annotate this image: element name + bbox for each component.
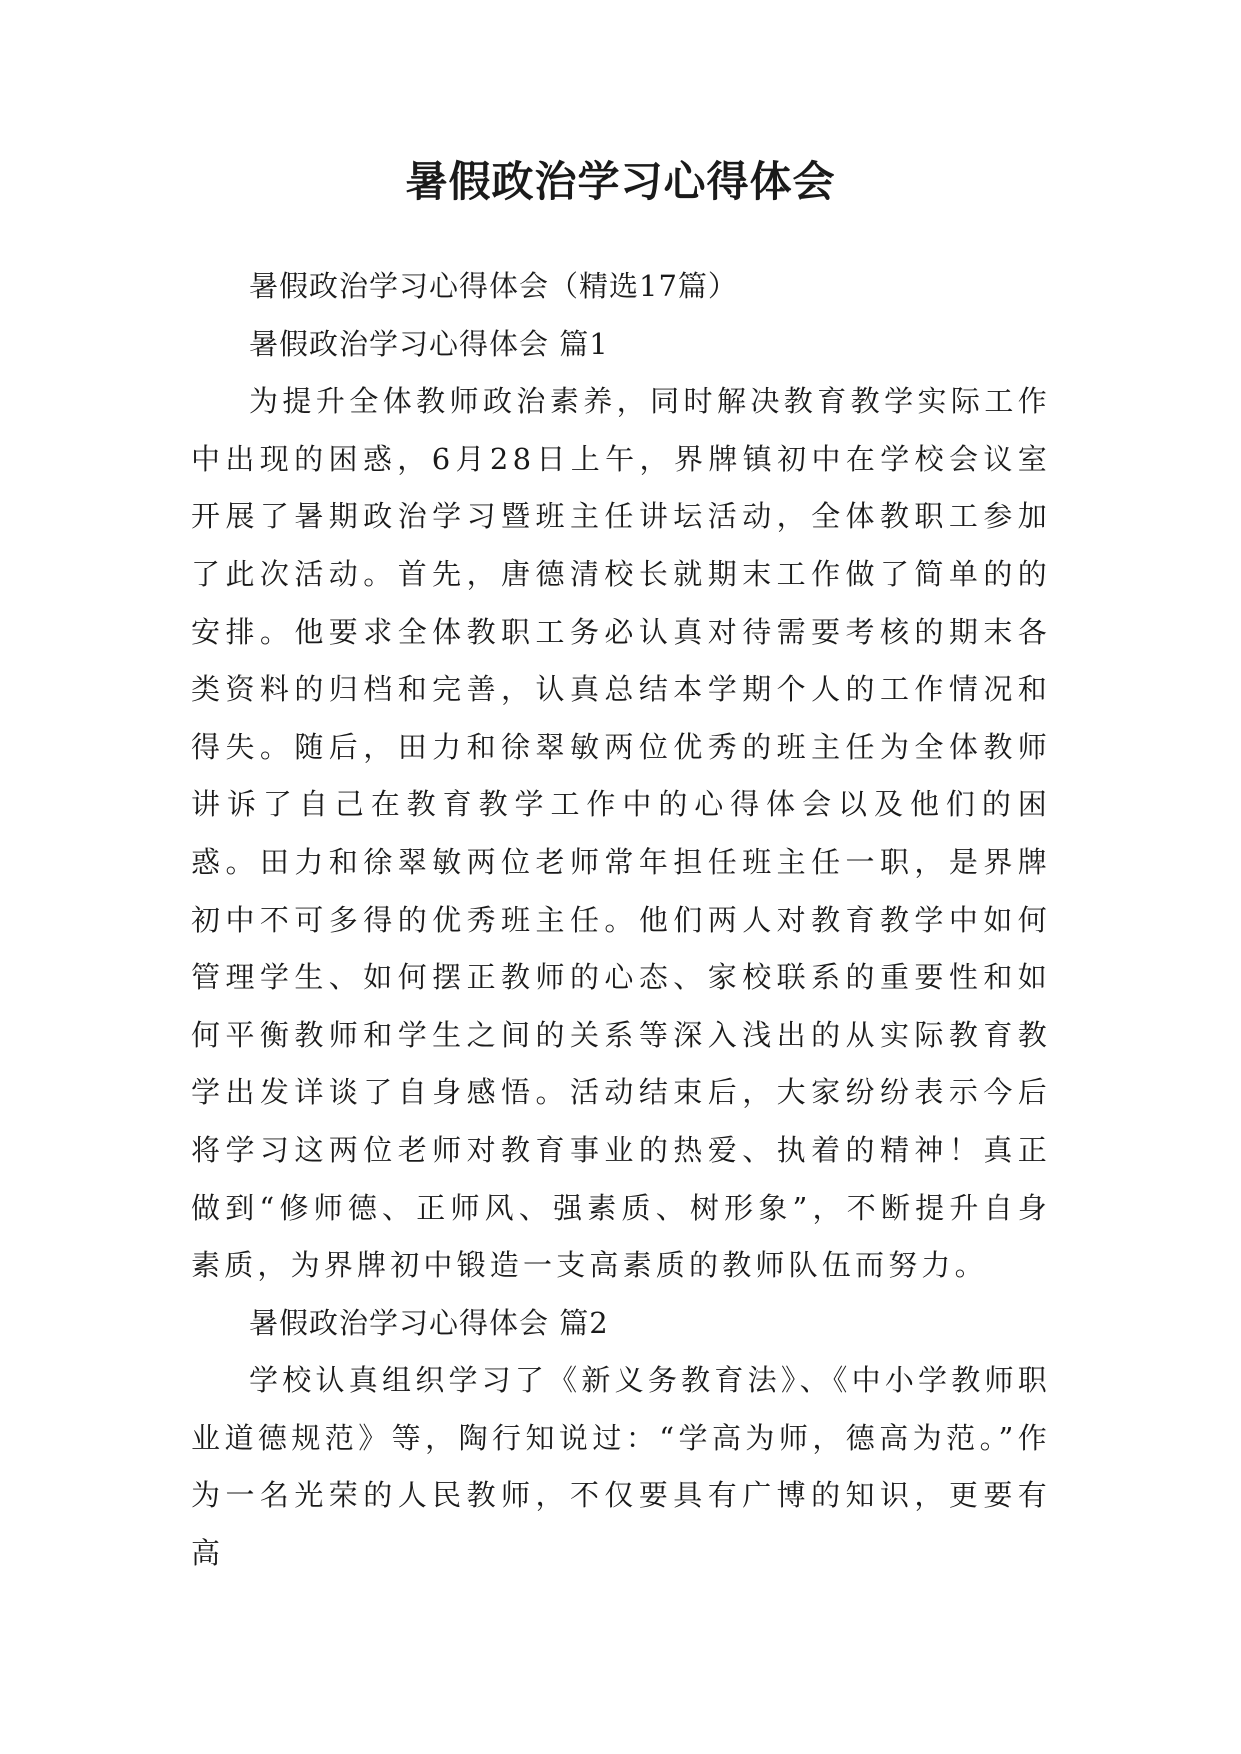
section-paragraph-2: 学校认真组织学习了《新义务教育法》、《中小学教师职业道德规范》等，陶行知说过：“学高为师，德高为范。”作为一名光荣的人民教师，不仅要具有广博的知识，更要有高 bbox=[191, 1363, 1051, 1571]
document-body bbox=[191, 258, 1051, 1583]
section-heading-2: 暑假政治学习心得体会 篇2 bbox=[249, 1305, 609, 1340]
section-paragraph-1: 为提升全体教师政治素养，同时解决教育教学实际工作中出现的困惑，6月28日上午，界牌镇初中在学校会议室开展了暑期政治学习暨班主任讲坛活动，全体教职工参加了此次活动。首先，唐德清校长就期末工作做了简单的的安排。他要求全体教职工务必认真对待需要考核的期末各类资料的归档和完善，认真总结本学期个人的工作情况和得失。随后，田力和徐翠敏两位优秀的班主任为全体教师讲诉了自己在教育教学工作中的心得体会以及他们的困惑。田力和徐翠敏两位老师常年担任班主任一职，是界牌初中不可多得的优秀班主任。他们两人对教育教学中如何管理学生、如何摆正教师的心态、家校联系的重要性和如何平衡教师和学生之间的关系等深入浅出的从实际教育教学出发详谈了自身感悟。活动结束后，大家纷纷表示今后将学习这两位老师对教育事业的热爱、执着的精神！真正做到“修师德、正师风、强素质、树形象”，不断提升自身素质，为界牌初中锻造一支高素质的教师队伍而努力。 bbox=[191, 384, 1051, 1283]
section-heading-1: 暑假政治学习心得体会 篇1 bbox=[249, 326, 609, 361]
document-title: 暑假政治学习心得体会 bbox=[405, 157, 836, 206]
document-subtitle: 暑假政治学习心得体会（精选17篇） bbox=[249, 269, 738, 303]
